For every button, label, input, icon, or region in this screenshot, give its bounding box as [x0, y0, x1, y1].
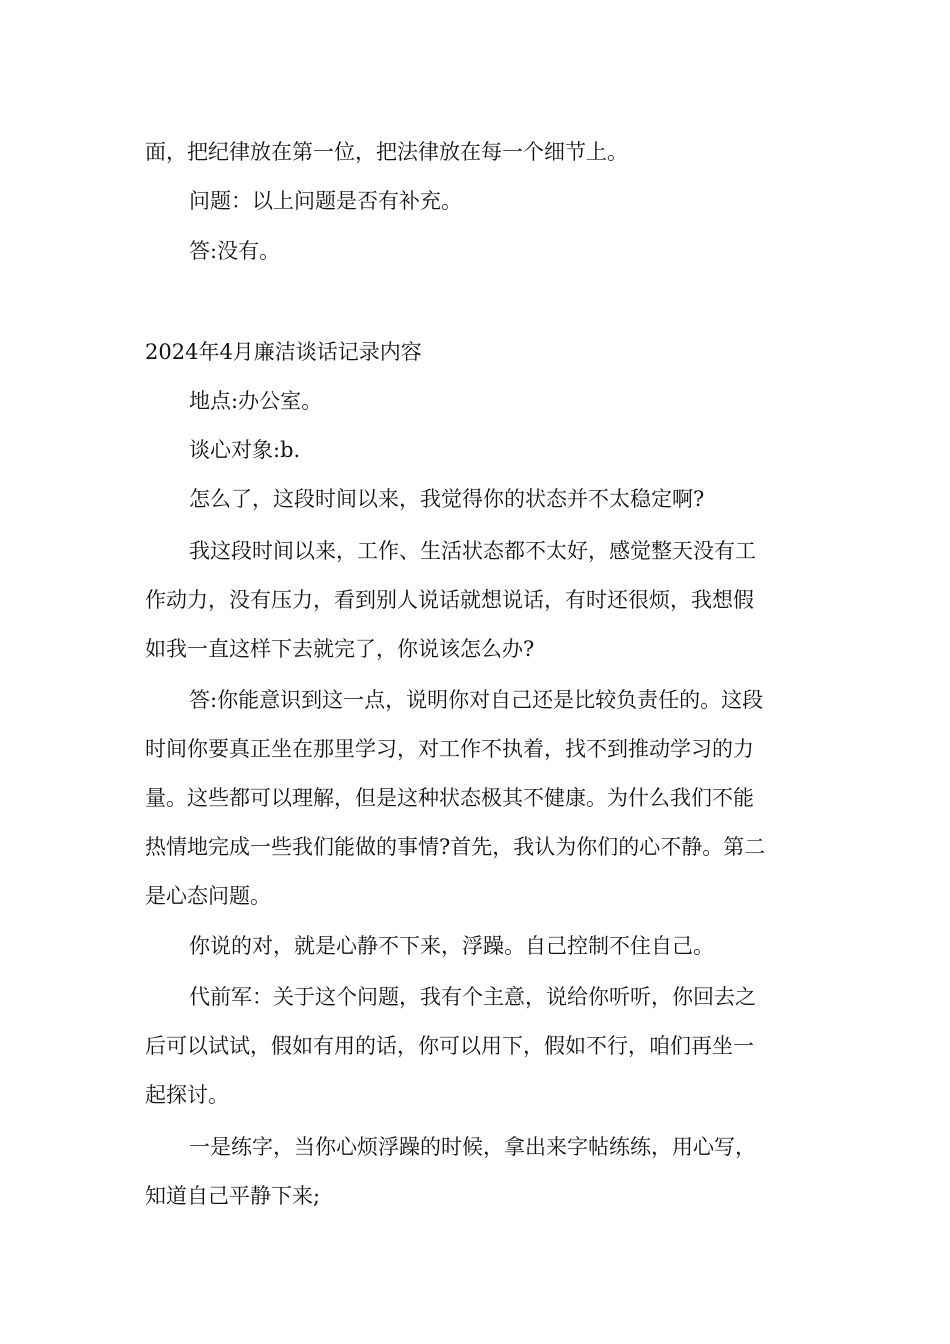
paragraph-line: 时间你要真正坐在那里学习，对工作不执着，找不到推动学习的力: [145, 737, 754, 761]
paragraph-line: 你说的对，就是心静不下来，浮躁。自己控制不住自己。: [189, 934, 714, 958]
paragraph-line: 一是练字，当你心烦浮躁的时候，拿出来字帖练练，用心写，: [189, 1135, 756, 1159]
paragraph-line: 作动力，没有压力，看到别人说话就想说话，有时还很烦，我想假: [145, 588, 754, 612]
paragraph-line: 热情地完成一些我们能做的事情?首先，我认为你们的心不静。第二: [145, 835, 766, 859]
paragraph-line: 代前军：关于这个问题，我有个主意，说给你听听，你回去之: [189, 985, 756, 1009]
paragraph-line: 如我一直这样下去就完了，你说该怎么办?: [145, 637, 535, 661]
paragraph-line: 是心态问题。: [145, 884, 271, 908]
question-line: 怎么了，这段时间以来，我觉得你的状态并不太稳定啊?: [189, 487, 705, 511]
answer-line: 答:没有。: [189, 239, 281, 263]
location-line: 地点:办公室。: [189, 389, 323, 413]
paragraph-line: 知道自己平静下来;: [145, 1184, 321, 1208]
paragraph-line: 我这段时间以来，工作、生活状态都不太好，感觉整天没有工: [189, 539, 756, 563]
paragraph-line: 面，把纪律放在第一位，把法律放在每一个细节上。: [145, 140, 628, 164]
subject-line: 谈心对象:b.: [189, 438, 301, 462]
question-line: 问题：以上问题是否有补充。: [189, 189, 462, 213]
paragraph-line: 起探讨。: [145, 1083, 229, 1107]
paragraph-line: 答:你能意识到这一点，说明你对自己还是比较负责任的。这段: [189, 688, 764, 712]
section-title: 2024年4月廉洁谈话记录内容: [145, 340, 422, 364]
paragraph-line: 后可以试试，假如有用的话，你可以用下，假如不行，咱们再坐一: [145, 1034, 754, 1058]
paragraph-line: 量。这些都可以理解，但是这种状态极其不健康。为什么我们不能: [145, 786, 754, 810]
